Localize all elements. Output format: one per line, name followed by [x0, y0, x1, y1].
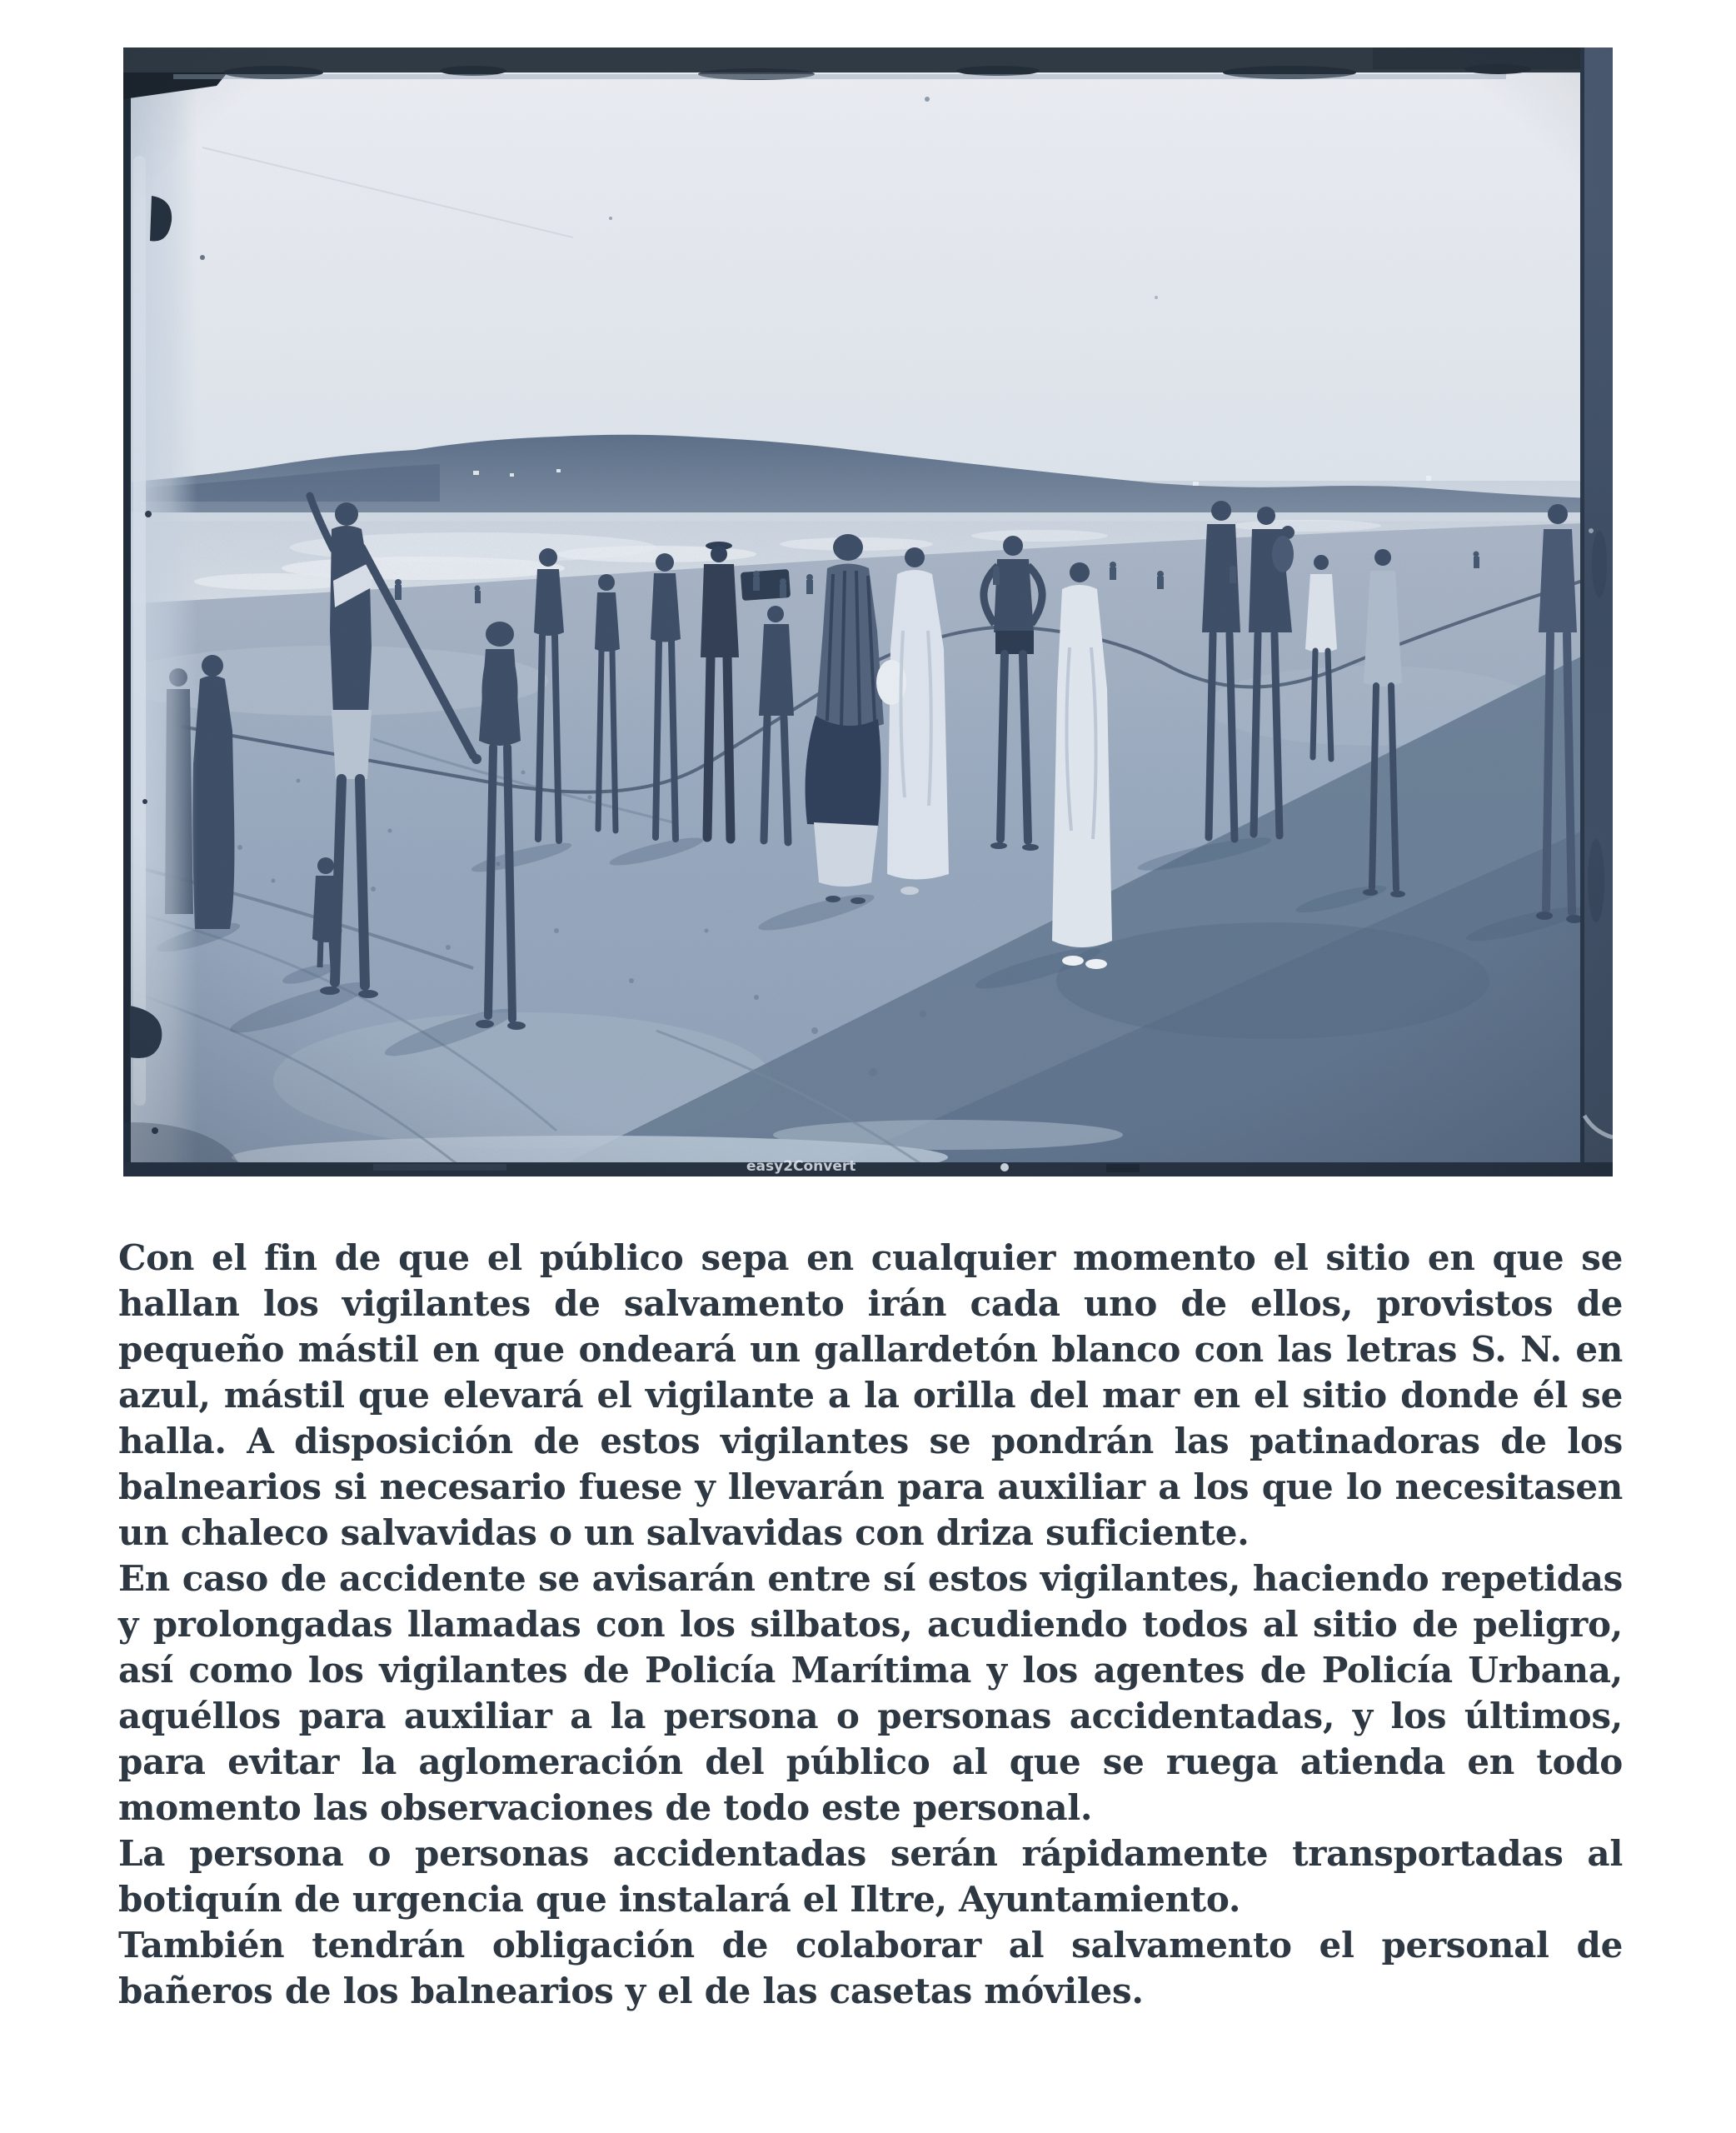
- beach-photograph: [123, 47, 1613, 1176]
- article-text: [118, 1235, 1623, 2014]
- paragraph-vigilantes-mastil: Con el fin de que el público sepa en cualquier momento el sitio en que se hallan los vigilantes de salvamento irán cada uno de ellos, provistos de pequeño mástil en que ondeará un gallardetón blanco con las letras S. N. en azul, mástil que elevará el vigilante a la orilla del mar en el sitio donde él se halla. A disposición de estos vigilantes se pondrán las patinadoras de los balnearios si necesario fuese y llevarán para auxiliar a los que lo necesitasen un chaleco salvavidas o un salvavidas con driza suficiente.: [118, 1237, 1623, 1553]
- plate-frame: [123, 47, 1613, 1176]
- watermark-text: easy2Convert: [746, 1158, 856, 1175]
- paragraph-persona-accidentada: La persona o personas accidentadas serán rápidamente transportadas al botiquín de urgencia que instalará el Iltre, Ayuntamiento.: [118, 1833, 1623, 1920]
- beach-photograph-canvas: [123, 47, 1613, 1176]
- paragraph-obligacion-colaborar: También tendrán obligación de colaborar al salvamento el personal de bañeros de los balnearios y el de las casetas móviles.: [118, 1925, 1623, 2011]
- paragraph-caso-accidente: En caso de accidente se avisarán entre sí estos vigilantes, haciendo repetidas y prolongadas llamadas con los silbatos, acudiendo todos al sitio de peligro, así como los vigilantes de Policía Marítima y los agentes de Policía Urbana, aquéllos para auxiliar a la persona o personas accidentadas, y los últimos, para evitar la aglomeración del público al que se ruega atienda en todo momento las observaciones de todo este personal.: [118, 1558, 1623, 1828]
